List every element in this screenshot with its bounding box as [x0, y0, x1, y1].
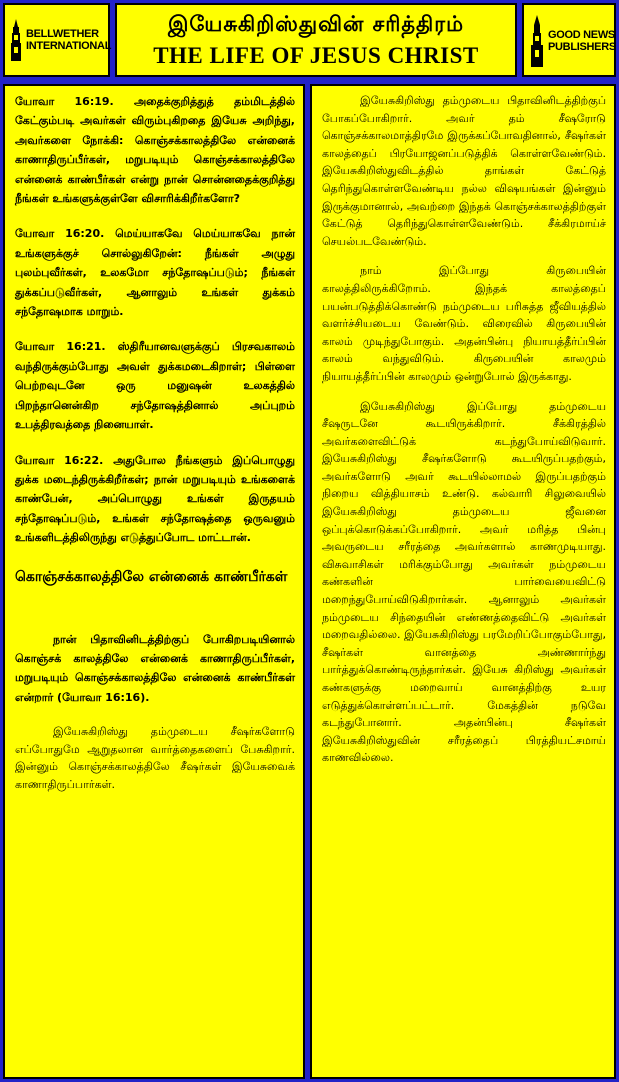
left-paragraph-1: இயேசுகிறிஸ்து தம்முடைய சீஷர்களோடு எப்போதுமே ஆறுதலான வார்த்தைகளைப் பேசுகிறார். இன்னும் கொஞ்சக்காலத்திலே சீஷர்கள் இயேசுவைக் காணாதிருப்பார்கள்.: [15, 725, 295, 791]
verse-john-16-21: யோவா 16:21. ஸ்திரீயானவளுக்குப் பிரசவகாலம் வந்திருக்கும்போது அவள் துக்கமடைகிறாள்; பிள்ளை பெற்றவுடனே ஒரு மனுஷன் உலகத்தில் பிறந்தானென்கிற சந்தோஷத்தினால் அப்புறம் உபத்திரவத்தை நினையாள்.: [15, 340, 295, 432]
quote-john-16-16: நான் பிதாவினிடத்திற்குப் போகிறபடியினால் கொஞ்சக் காலத்திலே என்னைக் காணாதிருப்பீர்கள், மறுபடியும் கொஞ்சக்காலத்திலே என்னைக் காண்பீர்கள் என்றார் (யோவா 16:16).: [15, 632, 295, 704]
verse-john-16-19: யோவா 16:19. அதைக்குறித்துத் தம்மிடத்தில் கேட்கும்படி அவர்கள் விரும்புகிறதை இயேசு அறிந்து, அவர்களை நோக்கி: கொஞ்சக்காலத்திலே என்னைக் காணாதிருப்பீர்கள், மறுபடியும் கொஞ்சக்காலத்திலே என்னைக் காண்பீர்கள் என்று நான் சொன்னதைக்குறித்து நீங்கள் உங்களுக்குள்ளே விசாரிக்கிறீர்களோ?: [15, 95, 295, 206]
right-paragraph-3: இயேசுகிறிஸ்து இப்போது தம்முடைய சீஷருடனே கூடயிருக்கிறார். சீக்கிரத்தில் அவர்களைவிட்டுக் கடந்துபோய்விடுவார். இயேசுகிறிஸ்து சீஷர்களோடு கூடயிருப்பதற்கும், அவர்களோடு அவர் கூடயில்லாமல் இருப்பதற்கும் நிறைய வித்தியாசம் உண்டு. கல்வாரி சிலுவையில் இயேசுகிறிஸ்து தம்முடைய ஜீவனை ஒப்புக்கொடுக்கப்போகிறார். அவர் மரித்த பின்பு அவருடைய சரீரத்தை அவர்களால் காணமுடியாது. விசுவாசிகள் மரிக்கும்போது அவர்கள் நம்முடைய கண்களின் பார்வையைவிட்டு மறைந்துபோய்விடுகிறார்கள். ஆனாலும் அவர்கள் நம்முடைய சிந்தையின் எண்ணத்தைவிட்டு அவர்கள் மறைவதில்லை. இயேசுகிறிஸ்து பரமேறிப்போகும்போது, சீஷர்கள் வானத்தை அண்ணார்ந்து பார்த்துக்கொண்டிருந்தார்கள். இயேசு கிறிஸ்து அவர்கள் கண்களுக்கு மறைவாய் வானத்திற்கு உயர எடுத்துக்கொள்ளப்பட்டார். மேகத்தின் நடுவே கடந்துபோனார். அதன்பின்பு சீஷர்கள் இயேசுகிறிஸ்துவின் சரீரத்தைப் பிரத்தியட்சமாய் காணவில்லை.: [322, 399, 606, 765]
right-paragraph-1: இயேசுகிறிஸ்து தம்முடைய பிதாவினிடத்திற்குப் போகப்போகிறார். அவர் தம் சீஷரோடு கொஞ்சக்காலமாத்திரமே இருக்கப்போவதினால், சீஷர்கள் காலத்தைப் பிரயோஜனப்படுத்திக் கொள்ளவேண்டும். இயேசுகிறிஸ்துவிடத்தில் தாங்கள் கேட்டுத் தெரிந்துகொள்ளவேண்டிய நல்ல விஷயங்கள் இன்னும் இருக்குமானால், அவற்றை இந்தக் கொஞ்சக்காலத்திற்குள் கேட்டுத் தெரிந்துகொள்ளவேண்டும். சீக்கிரமாய்ச் செயல்படவேண்டும்.: [322, 94, 606, 248]
title-banner: [115, 3, 517, 77]
good-news-logo-line1: GOOD NEWS: [548, 29, 615, 41]
bell-tower-icon: [9, 19, 23, 61]
bellwether-logo-box: [3, 3, 110, 77]
right-paragraph-2: நாம் இப்போது கிருபையின் காலத்திலிருக்கிறோம். இந்தக் காலத்தைப் பயன்படுத்திக்கொண்டு நம்முடைய பரிசுத்த ஜீவியத்தில் வளர்ச்சியடைய வேண்டும். விரைவில் கிருபையின் காலம் முடிந்துபோகும். அதன்பின்பு நியாயத்தீர்ப்பின் காலம் வந்துவிடும். கிருபையின் காலமும் நியாயத்தீர்ப்பின் காலமும் ஒன்றுபோல் இருக்காது.: [322, 264, 606, 383]
bellwether-logo-line1: BELLWETHER: [26, 28, 99, 40]
good-news-logo-box: [522, 3, 616, 77]
good-news-logo-line2: PUBLISHERS: [548, 41, 616, 53]
good-news-logo: [529, 15, 616, 67]
page-title-english: THE LIFE OF JESUS CHRIST: [153, 43, 479, 68]
right-column: [310, 84, 616, 1079]
bellwether-logo: [9, 19, 111, 61]
page-title-tamil: இயேசுகிறிஸ்துவின் சரித்திரம்: [167, 11, 465, 36]
verse-john-16-20: யோவா 16:20. மெய்யாகவே மெய்யாகவே நான் உங்களுக்குச் சொல்லுகிறேன்: நீங்கள் அழுது புலம்புவீர்கள், உலகமோ சந்தோஷப்படும்; நீங்கள் துக்கப்படுவீர்கள், ஆனாலும் உங்கள் துக்கம் சந்தோஷமாக மாறும்.: [15, 227, 295, 319]
bellwether-logo-line2: INTERNATIONAL: [26, 40, 112, 52]
verse-john-16-22: யோவா 16:22. அதுபோல நீங்களும் இப்பொழுது துக்க மடைந்திருக்கிறீர்கள்; நான் மறுபடியும் உங்களைக் காண்பேன், அப்பொழுது உங்கள் இருதயம் சந்தோஷப்படும், உங்கள் சந்தோஷத்தை ஒருவனும் உங்களிடத்திலிருந்து எடுத்துப்போட மாட்டான்.: [15, 453, 295, 545]
left-column: [3, 84, 305, 1079]
publisher-tower-icon: [529, 15, 545, 67]
section-subheading: கொஞ்சக்காலத்திலே என்னைக் காண்பீர்கள்: [15, 568, 288, 585]
